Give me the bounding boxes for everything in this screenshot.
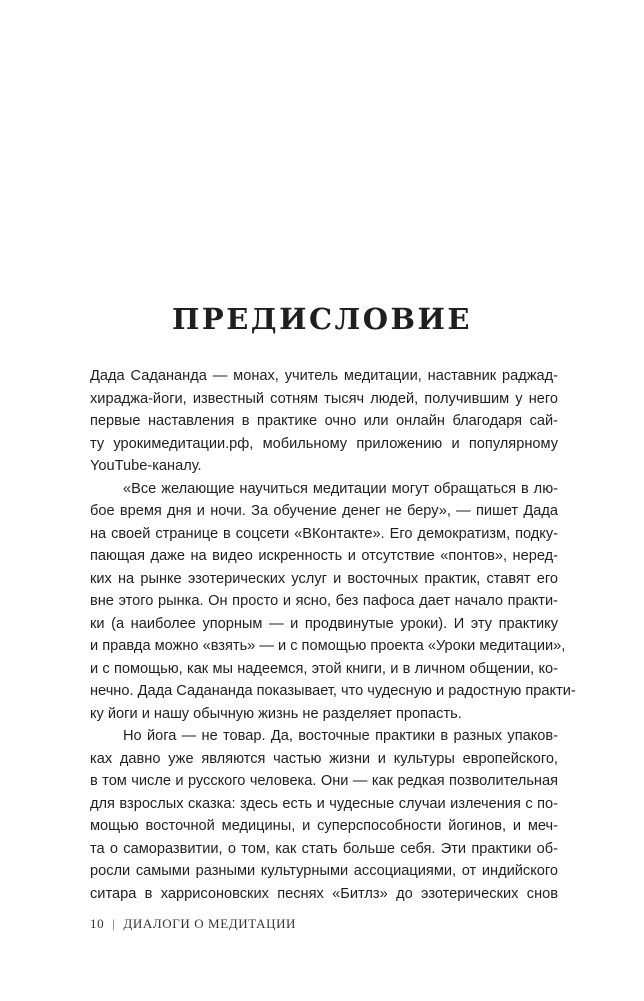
text-line: для взрослых сказка: здесь есть и чудесные случаи излечения с по- [90,795,558,812]
text-line: ких на рынке эзотерических услуг и восточных практик, ставят его [90,570,558,587]
text-line: та о саморазвитии, о том, как стать больше себя. Эти практики об- [90,840,558,857]
text-line: мощью восточной медицины, и суперспособности йогинов, и меч- [90,818,558,834]
text-line: в том числе и русского человека. Они — как редкая позволительная [90,773,558,789]
text-line: росли самыми разными культурными ассоциациями, от индийского [90,863,558,879]
text-line: нечно. Дада Садананда показывает, что чудесную и радостную практи- [90,683,576,699]
body-text [90,365,576,905]
page-footer [90,916,296,932]
text-line: пающая даже на видео искренность и отсутствие «понтов», неред- [90,548,558,564]
page-number: 10 [90,916,105,931]
text-line: бое время дня и ночи. За обучение денег не беру», — пишет Дада [90,503,558,519]
chapter-title: ПРЕДИСЛОВИЕ [172,302,472,336]
text-line: ту урокимедитации.рф, мобильному приложению и популярному [90,435,558,452]
text-line: и с помощью, как мы надеемся, этой книги, и в личном общении, ко- [90,660,558,677]
footer-separator: | [112,916,116,931]
text-line: ки (а наиболее упорным — и продвинутые уроки). И эту практику [90,615,558,632]
text-line: ках давно уже являются частью жизни и культуры европейского, [90,750,558,767]
text-line: первые наставления в практике очно или онлайн благодаря сай- [90,413,558,429]
text-line: на своей странице в соцсети «ВКонтакте». Его демократизм, подку- [90,525,558,542]
text-line: вне этого рынка. Он просто и ясно, без пафоса дает начало практи- [90,593,558,609]
text-line: ситара в харрисоновских песнях «Битлз» до эзотерических снов [90,885,558,902]
text-line: хираджа-йоги, известный сотням тысяч людей, получившим у него [90,390,558,407]
text-line: и правда можно «взять» — и с помощью проекта «Уроки медитации», [90,638,566,654]
text-line: ку йоги и нашу обычную жизнь не разделяет пропасть. [90,705,462,722]
running-title: ДИАЛОГИ О МЕДИТАЦИИ [123,916,297,931]
text-line: Дада Садананда — монах, учитель медитации, наставник раджад- [90,368,558,384]
text-line: Но йога — не товар. Да, восточные практики в разных упаков- [123,728,558,744]
text-line: YouTube-каналу. [90,458,202,474]
text-line: «Все желающие научиться медитации могут обращаться в лю- [123,480,558,497]
